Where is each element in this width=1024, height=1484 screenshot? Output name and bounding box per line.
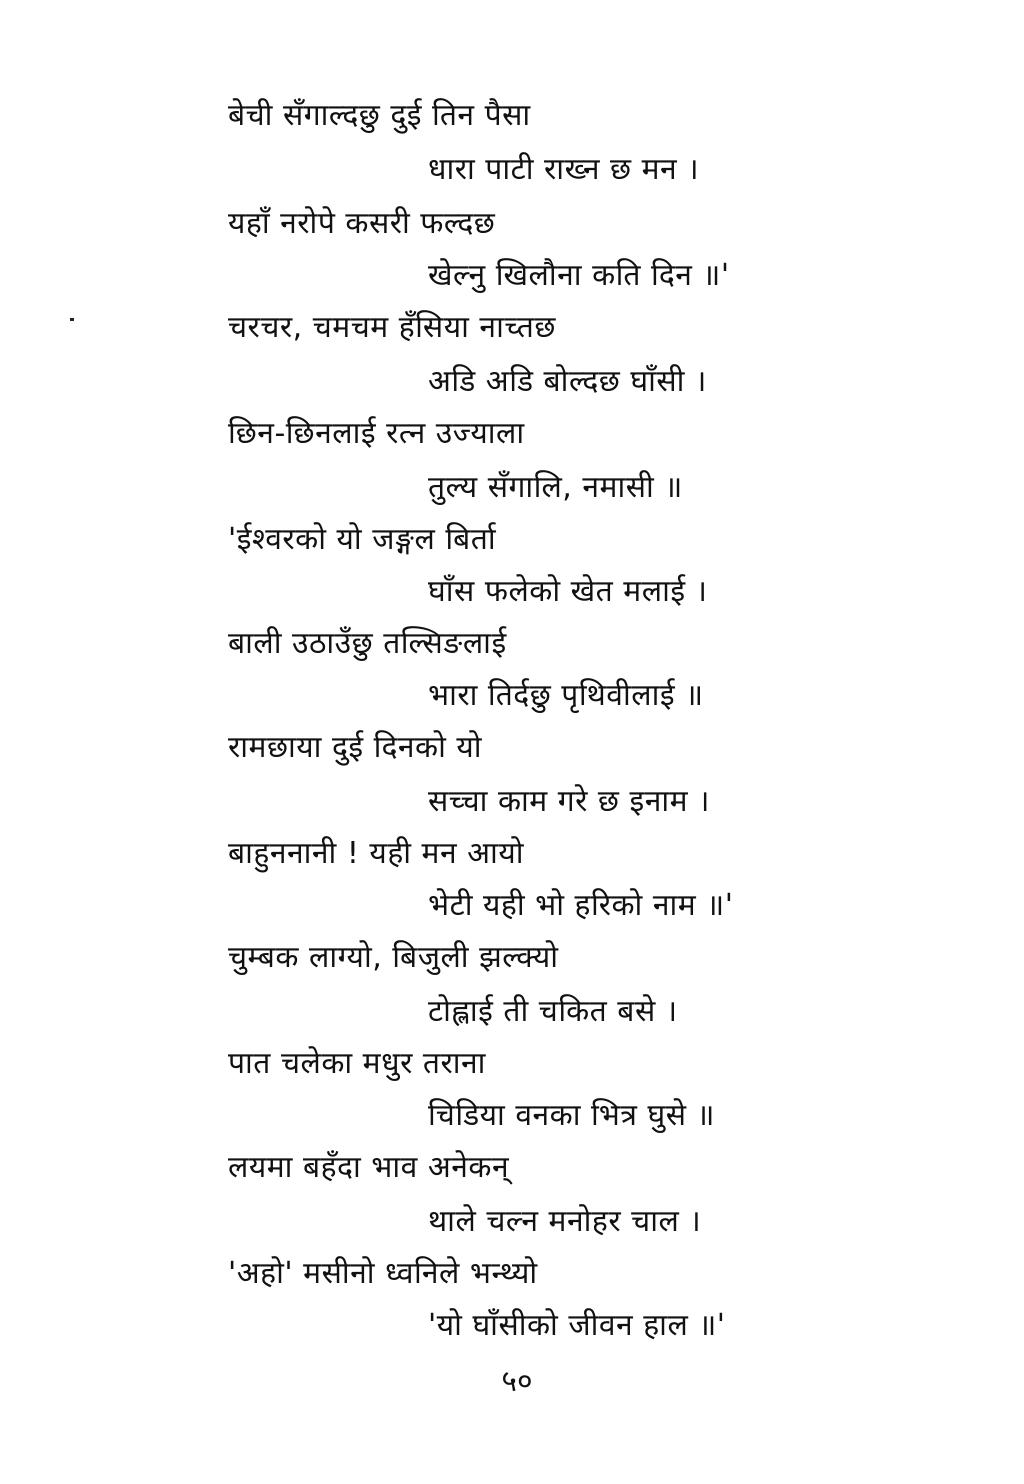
poem-line: बाली उठाउँछु तल्सिङलाई xyxy=(228,626,507,661)
poem-line: चुम्बक लाग्यो, बिजुली झल्क्यो xyxy=(228,940,559,975)
poem-line: धारा पाटी राख्न छ मन । xyxy=(428,152,700,187)
scan-speck xyxy=(70,318,74,321)
page-number: ५० xyxy=(501,1364,533,1399)
poem-line: चिडिया वनका भित्र घुसे ॥ xyxy=(428,1098,715,1133)
poem-line: 'यो घाँसीको जीवन हाल ॥' xyxy=(428,1308,726,1343)
poem-line: अडि अडि बोल्दछ घाँसी । xyxy=(428,364,707,399)
poem-line: रामछाया दुई दिनको यो xyxy=(228,730,483,765)
poem-line: चरचर, चमचम हँसिया नाच्तछ xyxy=(228,310,556,345)
poem-line: भेटी यही भो हरिको नाम ॥' xyxy=(428,888,734,923)
poem-line: टोह्लाई ती चकित बसे । xyxy=(428,994,678,1029)
poem-line: 'ईश्वरको यो जङ्गल बिर्ता xyxy=(228,522,497,557)
poem-line: थाले चल्न मनोहर चाल । xyxy=(428,1204,702,1239)
poem-line: लयमा बहँदा भाव अनेकन् xyxy=(228,1150,510,1185)
poem-line: बाहुननानी ! यही मन आयो xyxy=(228,836,525,871)
poem-line: सच्चा काम गरे छ इनाम । xyxy=(428,784,710,819)
poem-line: भारा तिर्दछु पृथिवीलाई ॥ xyxy=(428,678,704,713)
poem-line: पात चलेका मधुर तराना xyxy=(228,1046,486,1081)
poem-line: यहाँ नरोपे कसरी फल्दछ xyxy=(228,206,496,241)
poem-line: घाँस फलेको खेत मलाई । xyxy=(428,574,708,609)
poem-line: 'अहो' मसीनो ध्वनिले भन्थ्यो xyxy=(228,1256,538,1291)
poem-line: छिन-छिनलाई रत्न उज्याला xyxy=(228,416,525,451)
poem-line: खेल्नु खिलौना कति दिन ॥' xyxy=(428,258,730,293)
poem-line: तुल्य सँगालि, नमासी ॥ xyxy=(428,470,683,505)
poem-line: बेची सँगाल्दछु दुई तिन पैसा xyxy=(228,98,531,133)
